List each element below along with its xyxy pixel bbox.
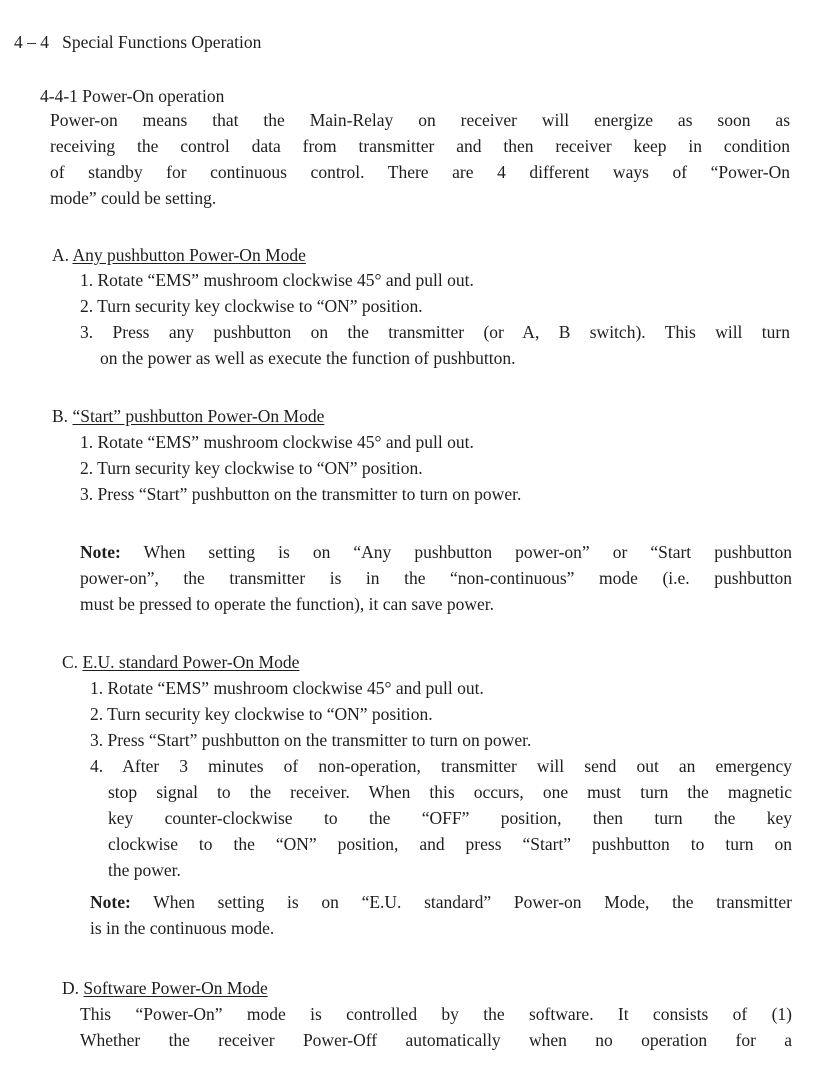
mode-b-note-line: power-on”, the transmitter is in the “non-continuous” mode (i.e. pushbutton bbox=[80, 568, 792, 588]
mode-a-step: 1. Rotate “EMS” mushroom clockwise 45° and pull out. bbox=[80, 270, 474, 290]
mode-c-heading bbox=[62, 650, 299, 674]
mode-d-line: This “Power-On” mode is controlled by the software. It consists of (1) bbox=[80, 1004, 792, 1024]
mode-c-step: 1. Rotate “EMS” mushroom clockwise 45° and pull out. bbox=[90, 678, 484, 698]
intro-line: mode” could be setting. bbox=[50, 188, 217, 208]
mode-c-step: 4. After 3 minutes of non-operation, transmitter will send out an emergency bbox=[90, 756, 792, 776]
mode-c-step: 2. Turn security key clockwise to “ON” position. bbox=[90, 704, 433, 724]
note-label: Note: bbox=[90, 892, 131, 912]
mode-b-step: 1. Rotate “EMS” mushroom clockwise 45° and pull out. bbox=[80, 432, 474, 452]
section-title: Special Functions Operation bbox=[62, 32, 262, 52]
mode-b-letter: B. bbox=[52, 406, 69, 426]
mode-c-step-cont: clockwise to the “ON” position, and press “Start” pushbutton to turn on bbox=[108, 834, 792, 854]
mode-c-note-line: is in the continuous mode. bbox=[90, 918, 275, 938]
mode-d-title: Software Power-On Mode bbox=[83, 978, 268, 998]
mode-a-title: Any pushbutton Power-On Mode bbox=[72, 245, 306, 265]
mode-b-note bbox=[80, 540, 792, 564]
mode-c-step-cont: key counter-clockwise to the “OFF” position, then turn the key bbox=[108, 808, 792, 828]
mode-d-letter: D. bbox=[62, 978, 80, 998]
mode-a-letter: A. bbox=[52, 245, 70, 265]
mode-a-heading bbox=[52, 243, 306, 267]
mode-d-line: Whether the receiver Power-Off automatically when no operation for a bbox=[80, 1030, 792, 1050]
mode-b-step: 3. Press “Start” pushbutton on the transmitter to turn on power. bbox=[80, 484, 522, 504]
mode-c-note bbox=[90, 890, 792, 914]
note-label: Note: bbox=[80, 542, 121, 562]
note-text: When setting is on “E.U. standard” Power-on Mode, the transmitter bbox=[153, 892, 792, 912]
section-number: 4 – 4 bbox=[14, 32, 49, 52]
mode-c-step-cont: the power. bbox=[108, 860, 181, 880]
section-heading bbox=[14, 30, 261, 54]
intro-line: Power-on means that the Main-Relay on receiver will energize as soon as bbox=[50, 110, 790, 130]
intro-line: of standby for continuous control. There are 4 different ways of “Power-On bbox=[50, 162, 790, 182]
mode-b-note-line: must be pressed to operate the function), it can save power. bbox=[80, 594, 495, 614]
mode-c-step-cont: stop signal to the receiver. When this occurs, one must turn the magnetic bbox=[108, 782, 792, 802]
note-text: When setting is on “Any pushbutton power-on” or “Start pushbutton bbox=[143, 542, 792, 562]
mode-c-title: E.U. standard Power-On Mode bbox=[82, 652, 300, 672]
mode-a-step: 2. Turn security key clockwise to “ON” position. bbox=[80, 296, 423, 316]
mode-b-heading bbox=[52, 404, 324, 428]
subsection-title: 4-4-1 Power-On operation bbox=[40, 86, 225, 106]
mode-d-heading bbox=[62, 976, 268, 1000]
mode-c-step: 3. Press “Start” pushbutton on the transmitter to turn on power. bbox=[90, 730, 532, 750]
mode-b-title: “Start” pushbutton Power-On Mode bbox=[72, 406, 325, 426]
mode-a-step-cont: on the power as well as execute the function of pushbutton. bbox=[100, 348, 516, 368]
intro-line: receiving the control data from transmitter and then receiver keep in condition bbox=[50, 136, 790, 156]
mode-c-letter: C. bbox=[62, 652, 79, 672]
mode-a-step: 3. Press any pushbutton on the transmitter (or A, B switch). This will turn bbox=[80, 322, 790, 342]
mode-b-step: 2. Turn security key clockwise to “ON” position. bbox=[80, 458, 423, 478]
